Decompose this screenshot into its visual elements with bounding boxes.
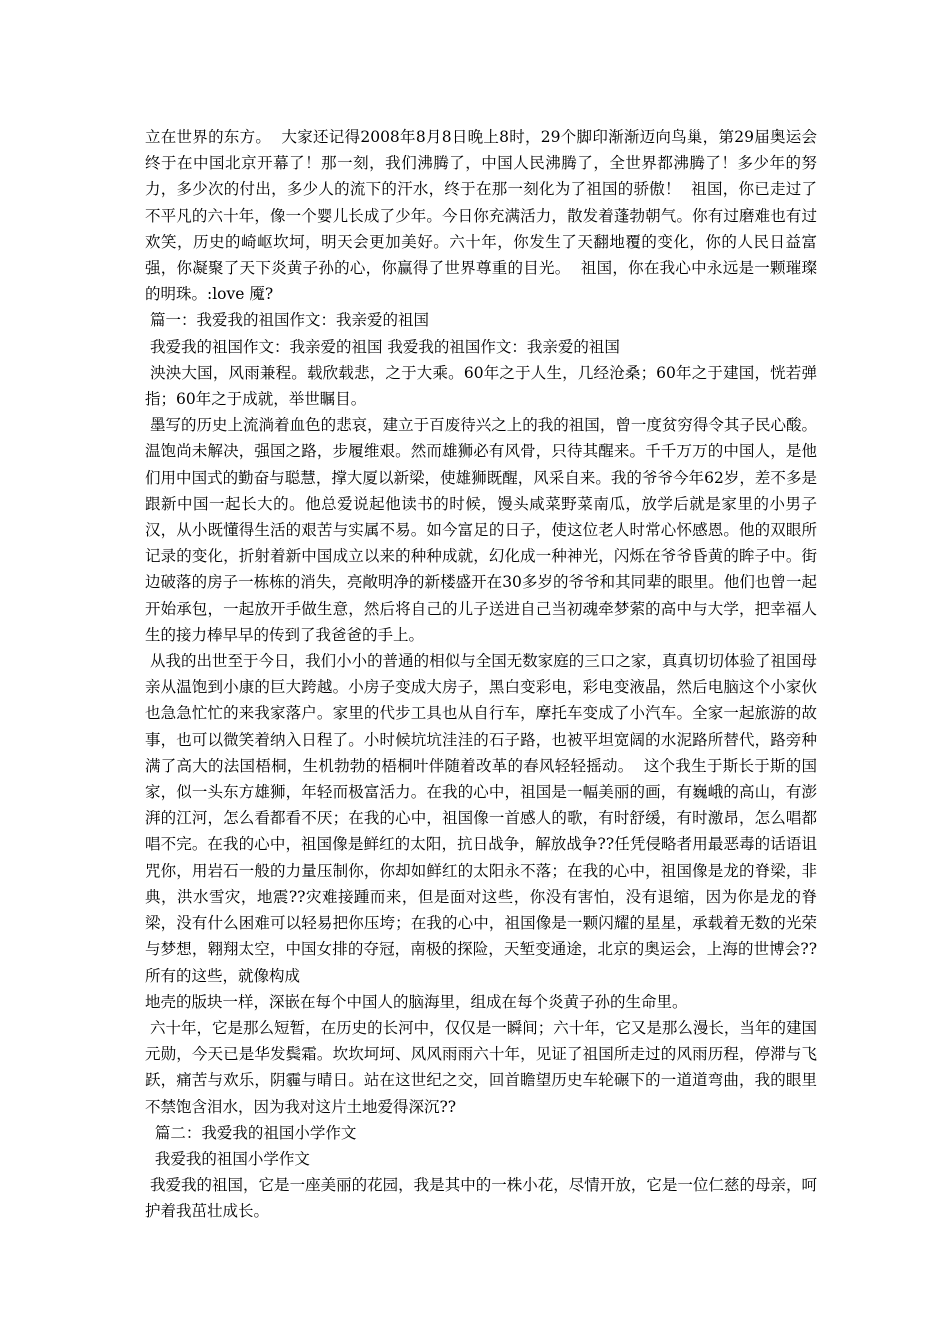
paragraph-sixty-years: 六十年，它是那么短暂，在历史的长河中，仅仅是一瞬间；六十年，它又是那么漫长，当年的建国元勋，今天已是华发鬓霜。坎坎坷坷、风风雨雨六十年，见证了祖国所走过的风雨历程，停滞与飞跃，痛苦与欢乐，阴霾与晴日。站在这世纪之交，回首瞻望历史车轮碾下的一道道弯曲，我的眼里不禁饱含泪水，因为我对这片土地爱得深沉?? [145, 1018, 817, 1116]
paragraph-continuation: 地壳的版块一样，深嵌在每个中国人的脑海里，组成在每个炎黄子孙的生命里。 [145, 992, 688, 1011]
paragraph-intro: 泱泱大国，风雨兼程。载欣载悲，之于大乘。60年之于人生，几经沧桑；60年之于建国，恍若弹指；60年之于成就，举世瞩目。 [145, 363, 817, 409]
subheading-part-two: 我爱我的祖国小学作文 [145, 1149, 310, 1168]
paragraph-family: 从我的出世至于今日，我们小小的普通的相似与全国无数家庭的三口之家，真真切切体验了祖国母亲从温饱到小康的巨大跨越。小房子变成大房子，黑白变彩电，彩电变液晶，然后电脑这个小家伙也急急忙忙的来我家落户。家里的代步工具也从自行车，摩托车变成了小汽车。全家一起旅游的故事，也可以微笑着纳入日程了。小时候坑坑洼洼的石子路，也被平坦宽阔的水泥路所替代，路旁种满了高大的法国梧桐，生机勃勃的梧桐叶伴随着改革的春风轻轻摇动。 这个我生于斯长于斯的国家，似一头东方雄狮，年轻而极富活力。在我的心中，祖国是一幅美丽的画，有巍峨的高山，有澎湃的江河，怎么看都看不厌；在我的心中，祖国像一首感人的歌，有时舒缓，有时激昂，怎么唱都唱不完。在我的心中，祖国像是鲜红的太阳，抗日战争，解放战争??任凭侵略者用最恶毒的话语诅咒你，用岩石一般的力量压制你，你却如鲜红的太阳永不落；在我的心中，祖国像是龙的脊梁，非典，洪水雪灾，地震??灾难接踵而来，但是面对这些，你没有害怕，没有退缩，因为你是龙的脊梁，没有什么困难可以轻易把你压垮；在我的心中，祖国像是一颗闪耀的星星，承载着无数的光荣与梦想，翱翔太空，中国女排的夺冠，南极的探险，天堑变通途，北京的奥运会，上海的世博会??所有的这些，就像构成 [145, 652, 817, 985]
paragraph-garden: 我爱我的祖国，它是一座美丽的花园，我是其中的一株小花，尽情开放，它是一位仁慈的母亲，呵护着我茁壮成长。 [145, 1176, 817, 1221]
heading-part-one: 篇一：我爱我的祖国作文：我亲爱的祖国 [145, 311, 429, 330]
paragraph-opening: 立在世界的东方。 大家还记得2008年8月8日晚上8时，29个脚印渐渐迈向鸟巢，第29届奥运会终于在中国北京开幕了！那一刻，我们沸腾了，中国人民沸腾了，全世界都沸腾了！多少年的努力，多少次的付出，多少人的流下的汗水，终于在那一刻化为了祖国的骄傲！ 祖国，你已走过了不平凡的六十年，像一个婴儿长成了少年。今日你充满活力，散发着蓬勃朝气。你有过磨难也有过欢笑，历史的崎岖坎坷，明天会更加美好。六十年，你发生了天翻地覆的变化，你的人民日益富强，你凝聚了天下炎黄子孙的心，你赢得了世界尊重的目光。 祖国，你在我心中永远是一颗璀璨的明珠。:love 魇? [145, 128, 817, 304]
paragraph-history: 墨写的历史上流淌着血色的悲哀，建立于百废待兴之上的我的祖国，曾一度贫穷得令其子民心酸。温饱尚未解决，强国之路，步履维艰。然而雄狮必有风骨，只待其醒来。千千万万的中国人，是他们用中国式的勤奋与聪慧，撑大厦以新梁，使雄狮既醒，风采自来。我的爷爷今年62岁，差不多是跟新中国一起长大的。他总爱说起他读书的时候，馒头咸菜野菜南瓜，放学后就是家里的小男子汉，从小既懂得生活的艰苦与实属不易。如今富足的日子，使这位老人时常心怀感恩。他的双眼所记录的变化，折射着新中国成立以来的种种成就，幻化成一种神光，闪烁在爷爷昏黄的眸子中。街边破落的房子一栋栋的消失，亮敞明净的新楼盛开在30多岁的爷爷和其同辈的眼里。他们也曾一起开始承包，一起放开手做生意，然后将自己的儿子送进自己当初魂牵梦萦的高中与大学，把幸福人生的接力棒早早的传到了我爸爸的手上。 [145, 416, 817, 644]
document-page [145, 124, 817, 1225]
subheading-part-one: 我爱我的祖国作文：我亲爱的祖国 我爱我的祖国作文：我亲爱的祖国 [145, 337, 620, 356]
heading-part-two: 篇二：我爱我的祖国小学作文 [145, 1123, 357, 1142]
